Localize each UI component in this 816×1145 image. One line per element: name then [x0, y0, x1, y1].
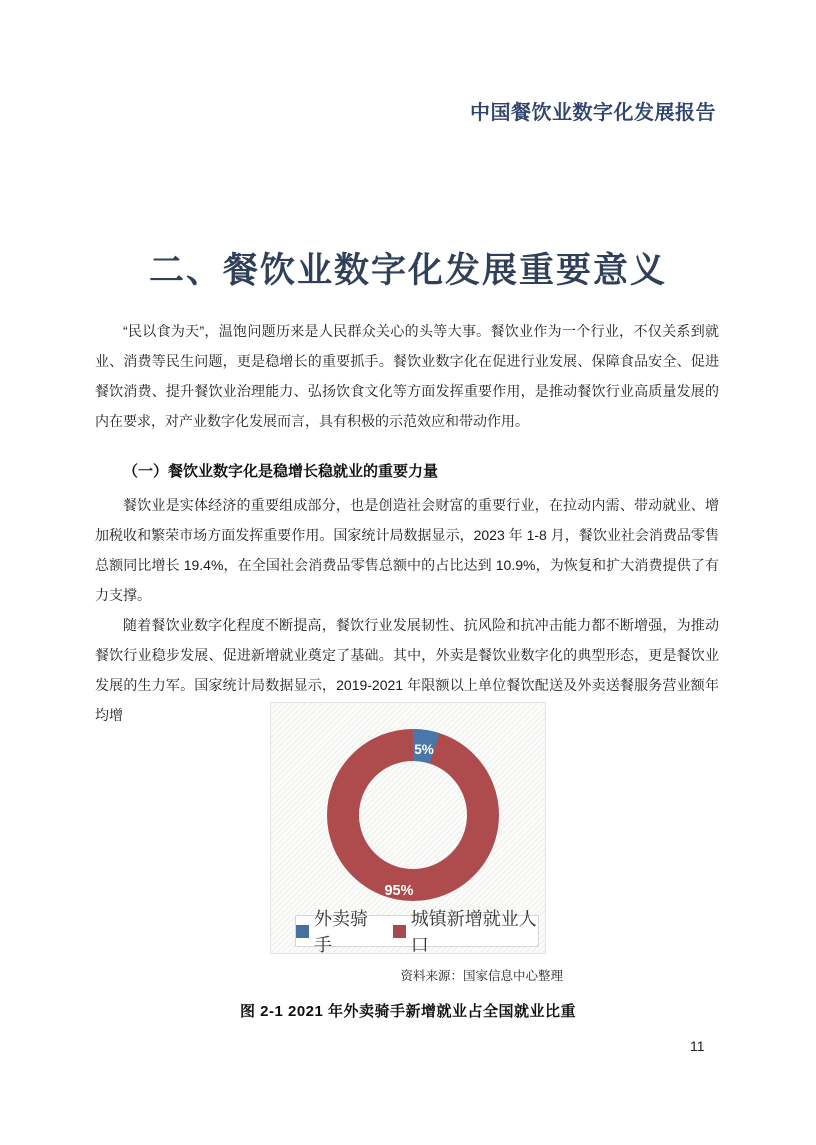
donut-chart	[271, 703, 545, 915]
chapter-title: 二、餐饮业数字化发展重要意义	[148, 251, 667, 290]
figure-caption: 图 2-1 2021 年外卖骑手新增就业占全国就业比重	[239, 1003, 577, 1020]
section-paragraph-2: 随着餐饮业数字化程度不断提高，餐饮行业发展韧性、抗风险和抗冲击能力都不断增强，为推动餐饮行业稳步发展、促进新增就业奠定了基础。其中，外卖是餐饮业数字化的典型形态，更是餐饮业发展的生力军。国家统计局数据显示，2019-2021 年限额以上单位餐饮配送及外卖送餐服务营业额年均增	[95, 617, 719, 723]
page-header-title: 中国餐饮业数字化发展报告	[470, 102, 716, 124]
data-label-riders: 5%	[414, 742, 434, 757]
donut-slice-urban-employed	[343, 745, 483, 885]
donut-chart-figure	[270, 702, 546, 954]
chart-legend	[295, 909, 539, 955]
legend-item-urban-employed	[393, 905, 538, 957]
legend-label-riders: 外卖骑手	[314, 909, 368, 955]
legend-item-riders	[296, 905, 377, 957]
data-label-urban-employed: 95%	[384, 883, 414, 899]
page-number: 11	[690, 1038, 705, 1054]
legend-swatch-blue-icon	[296, 925, 309, 938]
section-heading: （一）餐饮业数字化是稳增长稳就业的重要力量	[123, 463, 439, 480]
legend-label-urban-employed: 城镇新增就业人口	[410, 909, 537, 955]
section-paragraph-1: 餐饮业是实体经济的重要组成部分，也是创造社会财富的重要行业，在拉动内需、带动就业、增加税收和繁荣市场方面发挥重要作用。国家统计局数据显示，2023 年 1-8 月，餐饮业社会消费品零售总额同比增长 19.4%，在全国社会消费品零售总额中的占比达到 10.9%，为恢复和扩大消费提供了有力支撑。	[95, 497, 719, 603]
figure-source-note: 资料来源：国家信息中心整理	[400, 969, 563, 983]
legend-swatch-red-icon	[393, 925, 406, 938]
intro-paragraph: “民以食为天”，温饱问题历来是人民群众关心的头等大事。餐饮业作为一个行业，不仅关系到就业、消费等民生问题，更是稳增长的重要抓手。餐饮业数字化在促进行业发展、保障食品安全、促进餐饮消费、提升餐饮业治理能力、弘扬饮食文化等方面发挥重要作用，是推动餐饮行业高质量发展的内在要求，对产业数字化发展而言，具有积极的示范效应和带动作用。	[95, 323, 719, 429]
